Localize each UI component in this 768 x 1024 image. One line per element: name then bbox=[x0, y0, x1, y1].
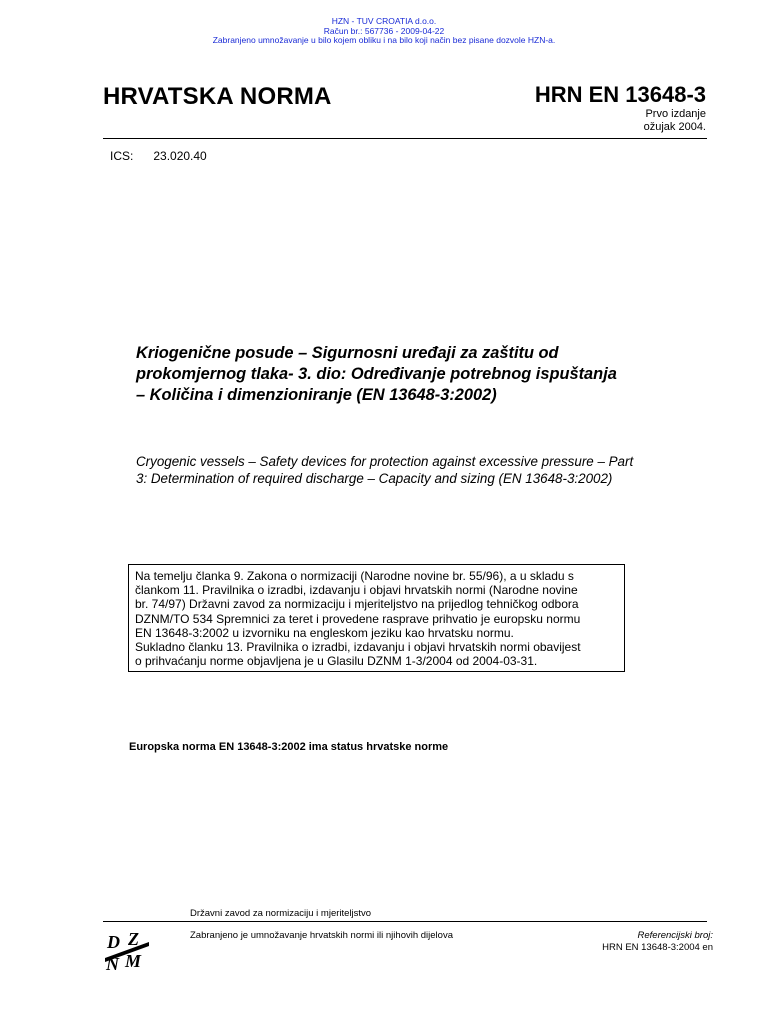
ics-value: 23.020.40 bbox=[153, 149, 207, 163]
croatian-title-line: prokomjernog tlaka- 3. dio: Određivanje potrebnog ispuštanja bbox=[136, 365, 617, 383]
notice-line: Sukladno članku 13. Pravilnika o izradbi, izdavanju i objavi hrvatskih normi obavijest bbox=[135, 640, 581, 655]
notice-line: DZNM/TO 534 Spremnici za teret i provedene rasprave prihvatio je europsku normu bbox=[135, 611, 581, 626]
watermark-line-company: HZN - TUV CROATIA d.o.o. bbox=[331, 16, 437, 26]
reference-number: HRN EN 13648-3:2004 en bbox=[602, 942, 713, 953]
adoption-notice-box bbox=[128, 564, 625, 672]
notice-line: Na temelju članka 9. Zakona o normizaciji (Narodne novine br. 55/96), a u skladu s bbox=[135, 569, 574, 583]
english-title bbox=[136, 454, 676, 487]
english-title-line: 3: Determination of required discharge – Capacity and sizing (EN 13648-3:2002) bbox=[136, 470, 613, 486]
logo-letter-n: N bbox=[106, 954, 119, 972]
reference-label: Referencijski broj: bbox=[637, 930, 713, 941]
document-type-title: HRVATSKA NORMA bbox=[103, 83, 332, 110]
status-statement: Europska norma EN 13648-3:2002 ima status hrvatske norme bbox=[129, 741, 449, 753]
logo-letter-m: M bbox=[125, 951, 142, 971]
institute-name: Državni zavod za normizaciju i mjeriteljstvo bbox=[190, 908, 372, 919]
edition-label: Prvo izdanje bbox=[645, 108, 706, 120]
logo-letter-z: Z bbox=[128, 929, 139, 949]
standard-number: HRN EN 13648-3 bbox=[534, 82, 706, 107]
dznm-logo-icon bbox=[103, 928, 151, 972]
publication-date: ožujak 2004. bbox=[643, 121, 706, 133]
watermark-line-copyright: Zabranjeno umnožavanje u bilo kojem obliku i na bilo koji način bez pisane dozvole HZN-a. bbox=[212, 35, 556, 46]
ics-code bbox=[110, 149, 207, 163]
croatian-title bbox=[136, 343, 676, 406]
header-divider bbox=[103, 138, 707, 139]
copyright-notice: Zabranjeno je umnožavanje hrvatskih normi ili njihovih dijelova bbox=[190, 930, 453, 941]
croatian-title-line: Kriogenične posude – Sigurnosni uređaji za zaštitu od bbox=[136, 344, 559, 362]
watermark-line-invoice: Račun br.: 567736 - 2009-04-22 bbox=[323, 25, 445, 36]
ics-label: ICS: bbox=[110, 149, 134, 163]
croatian-title-line: – Količina i dimenzioniranje (EN 13648-3:2002) bbox=[136, 386, 497, 404]
notice-line: o prihvaćanju norme objavljena je u Glasilu DZNM 1-3/2004 od 2004-03-31. bbox=[135, 654, 538, 669]
notice-line: br. 74/97) Državni zavod za normizaciju i mjeriteljstvo na prijedlog tehničkog odbora bbox=[135, 597, 579, 612]
english-title-line: Cryogenic vessels – Safety devices for protection against excessive pressure – Part bbox=[136, 454, 634, 469]
notice-line: EN 13648-3:2002 u izvorniku na engleskom jeziku kao hrvatsku normu. bbox=[135, 625, 514, 640]
footer-divider bbox=[103, 921, 707, 922]
notice-line: člankom 11. Pravilnika o izradbi, izdavanju i objavi hrvatskih normi (Narodne novine bbox=[135, 583, 578, 598]
watermark bbox=[0, 17, 768, 46]
logo-letter-d: D bbox=[107, 932, 120, 952]
